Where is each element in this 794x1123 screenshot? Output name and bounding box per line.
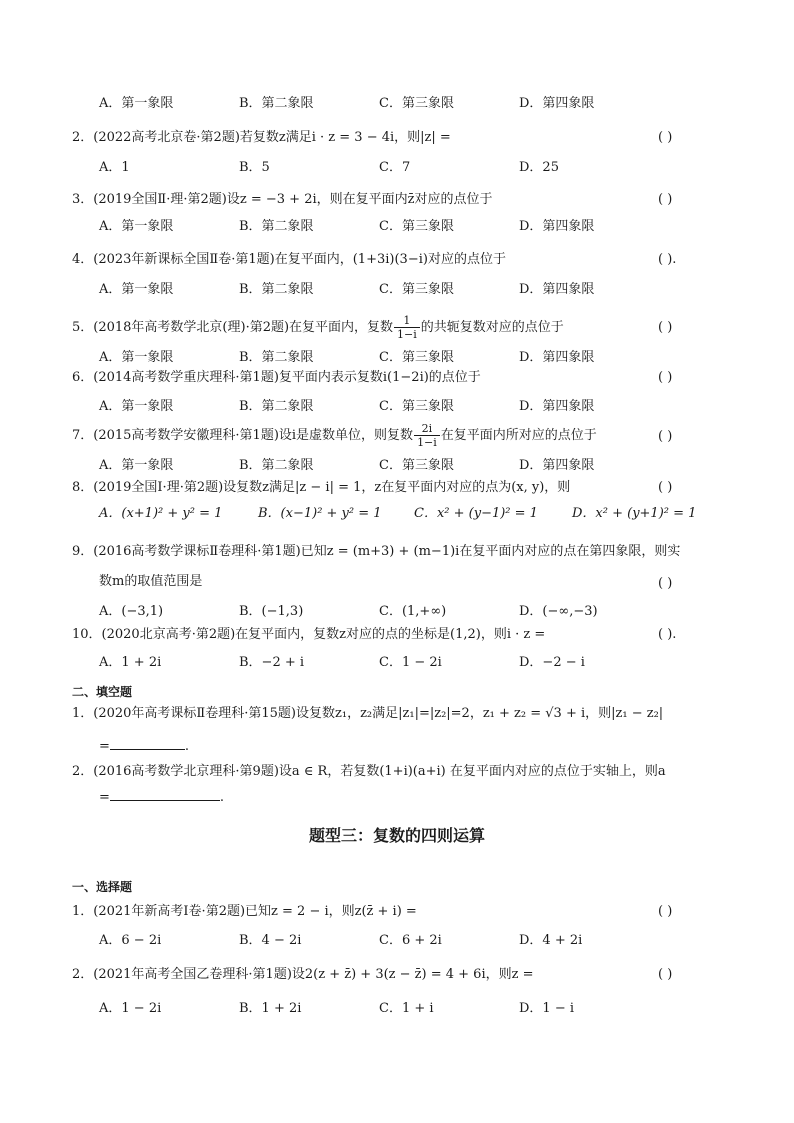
q8-option-b: B．(x−1)² + y² = 1: [258, 506, 382, 521]
q4-option-d: D．第四象限: [519, 282, 595, 297]
q9-answer-paren: ( ): [658, 576, 673, 591]
q6-option-a: A．第一象限: [99, 399, 174, 414]
q6-option-b: B．第二象限: [239, 399, 314, 414]
q7-stem-pre: 7．(2015高考数学安徽理科·第1题)设i是虚数单位，则复数: [72, 428, 414, 443]
p3-q2-stem: 2．(2021年高考全国乙卷理科·第1题)设2(z + z̄) + 3(z − z̄) = 4 + 6i，则z =: [72, 967, 534, 982]
q7-fraction-numerator: 2i: [414, 422, 440, 436]
q3-option-c: C．第三象限: [379, 219, 454, 234]
q8-option-a: A．(x+1)² + y² = 1: [99, 506, 223, 521]
q3-option-d: D．第四象限: [519, 219, 595, 234]
p3-q1-answer-paren: ( ): [658, 904, 673, 919]
fill1-answer-line: = .: [99, 739, 190, 754]
p3-q1-option-b: B．4 − 2i: [239, 933, 302, 948]
q5-fraction-numerator: 1: [394, 314, 420, 328]
q9-stem-cont: 数m的取值范围是: [99, 574, 203, 589]
p3-q2-option-a: A．1 − 2i: [99, 1001, 162, 1016]
p3-q1-option-a: A．6 − 2i: [99, 933, 162, 948]
q3-stem: 3．(2019全国Ⅱ·理·第2题)设z = −3 + 2i，则在复平面内z̄对应的点位于: [72, 192, 493, 207]
p3-q2-option-c: C．1 + i: [379, 1001, 434, 1016]
q6-answer-paren: ( ): [658, 370, 673, 385]
choice-section-title: 一、选择题: [72, 880, 133, 894]
p3-q2-option-d: D．1 − i: [519, 1001, 575, 1016]
q5-answer-paren: ( ): [658, 320, 673, 335]
q3-option-b: B．第二象限: [239, 219, 314, 234]
fill-in-section-title: 二、填空题: [72, 685, 133, 699]
q8-answer-paren: ( ): [658, 480, 673, 495]
q7-option-d: D．第四象限: [519, 458, 595, 473]
q6-stem: 6．(2014高考数学重庆理科·第1题)复平面内表示复数i(1−2i)的点位于: [72, 370, 481, 385]
q5-stem-pre: 5．(2018年高考数学北京(理)·第2题)在复平面内，复数: [72, 320, 394, 335]
q4-option-c: C．第三象限: [379, 282, 454, 297]
q6-option-d: D．第四象限: [519, 399, 595, 414]
q10-option-c: C．1 − 2i: [379, 655, 442, 670]
q7-option-b: B．第二象限: [239, 458, 314, 473]
fill1-stem: 1．(2020年高考课标Ⅱ卷理科·第15题)设复数z₁，z₂满足|z₁|=|z₂|=2，z₁ + z₂ = √3 + i，则|z₁ − z₂|: [72, 706, 664, 721]
q9-option-c: C．(1,+∞): [379, 604, 447, 619]
q4-option-b: B．第二象限: [239, 282, 314, 297]
q4-stem: 4．(2023年新课标全国Ⅱ卷·第1题)在复平面内，(1+3i)(3−i)对应的点位于: [72, 252, 506, 267]
q10-option-b: B．−2 + i: [239, 655, 305, 670]
q7-stem: [72, 422, 597, 449]
q9-option-b: B．(−1,3): [239, 604, 304, 619]
q2-option-a: A．1: [99, 160, 130, 175]
q4-option-a: A．第一象限: [99, 282, 174, 297]
q10-stem: 10．(2020北京高考·第2题)在复平面内，复数z对应的点的坐标是(1,2)，则i · z =: [72, 627, 546, 642]
q6-option-c: C．第三象限: [379, 399, 454, 414]
q1-option-d: D．第四象限: [519, 96, 595, 111]
fill2-equals: =: [99, 790, 110, 805]
q9-option-a: A．(−3,1): [99, 604, 164, 619]
q1-option-c: C．第三象限: [379, 96, 454, 111]
p3-q1-option-d: D．4 + 2i: [519, 933, 583, 948]
q7-option-c: C．第三象限: [379, 458, 454, 473]
q4-answer-paren: ( ).: [658, 252, 677, 267]
q1-option-a: A．第一象限: [99, 96, 174, 111]
q10-answer-paren: ( ).: [658, 627, 677, 642]
q5-stem: [72, 314, 564, 341]
fill2-stem: 2．(2016高考数学北京理科·第9题)设a ∈ R，若复数(1+i)(a+i) 在复平面内对应的点位于实轴上，则a: [72, 764, 666, 779]
q5-option-c: C．第三象限: [379, 350, 454, 365]
q2-stem: 2．(2022高考北京卷·第2题)若复数z满足i · z = 3 − 4i，则|z| =: [72, 130, 451, 145]
q2-option-b: B．5: [239, 160, 270, 175]
q3-option-a: A．第一象限: [99, 219, 174, 234]
q2-answer-paren: ( ): [658, 130, 673, 145]
fill1-equals: =: [99, 739, 110, 754]
q10-option-d: D．−2 − i: [519, 655, 585, 670]
fill2-blank[interactable]: [110, 788, 220, 801]
q5-fraction-denominator: 1−i: [397, 328, 417, 341]
q7-option-a: A．第一象限: [99, 458, 174, 473]
q2-option-c: C．7: [379, 160, 411, 175]
p3-q1-option-c: C．6 + 2i: [379, 933, 442, 948]
q5-option-d: D．第四象限: [519, 350, 595, 365]
fill1-blank[interactable]: [110, 737, 185, 750]
p3-q2-option-b: B．1 + 2i: [239, 1001, 302, 1016]
q10-option-a: A．1 + 2i: [99, 655, 162, 670]
q9-option-d: D．(−∞,−3): [519, 604, 598, 619]
q1-option-b: B．第二象限: [239, 96, 314, 111]
q8-stem: 8．(2019全国Ⅰ·理·第2题)设复数z满足|z − i| = 1，z在复平面内对应的点为(x, y)，则: [72, 480, 571, 495]
q5-option-a: A．第一象限: [99, 350, 174, 365]
q2-option-d: D．25: [519, 160, 559, 175]
section-heading: 题型三：复数的四则运算: [308, 826, 485, 845]
q5-option-b: B．第二象限: [239, 350, 314, 365]
q5-fraction: [394, 314, 420, 341]
q5-stem-post: 的共轭复数对应的点位于: [420, 320, 564, 335]
q7-answer-paren: ( ): [658, 429, 673, 444]
q9-stem: 9．(2016高考数学课标Ⅱ卷理科·第1题)已知z = (m+3) + (m−1)i在复平面内对应的点在第四象限，则实: [72, 544, 681, 559]
q8-option-d: D．x² + (y+1)² = 1: [572, 506, 697, 521]
q7-fraction-denominator: 1−i: [417, 436, 437, 449]
p3-q1-stem: 1．(2021年新高考Ⅰ卷·第2题)已知z = 2 − i，则z(z̄ + i) =: [72, 904, 417, 919]
fill2-answer-line: = .: [99, 790, 225, 805]
q3-answer-paren: ( ): [658, 192, 673, 207]
q8-option-c: C．x² + (y−1)² = 1: [414, 506, 538, 521]
q7-fraction: [414, 422, 440, 449]
q7-stem-post: 在复平面内所对应的点位于: [440, 428, 597, 443]
p3-q2-answer-paren: ( ): [658, 967, 673, 982]
